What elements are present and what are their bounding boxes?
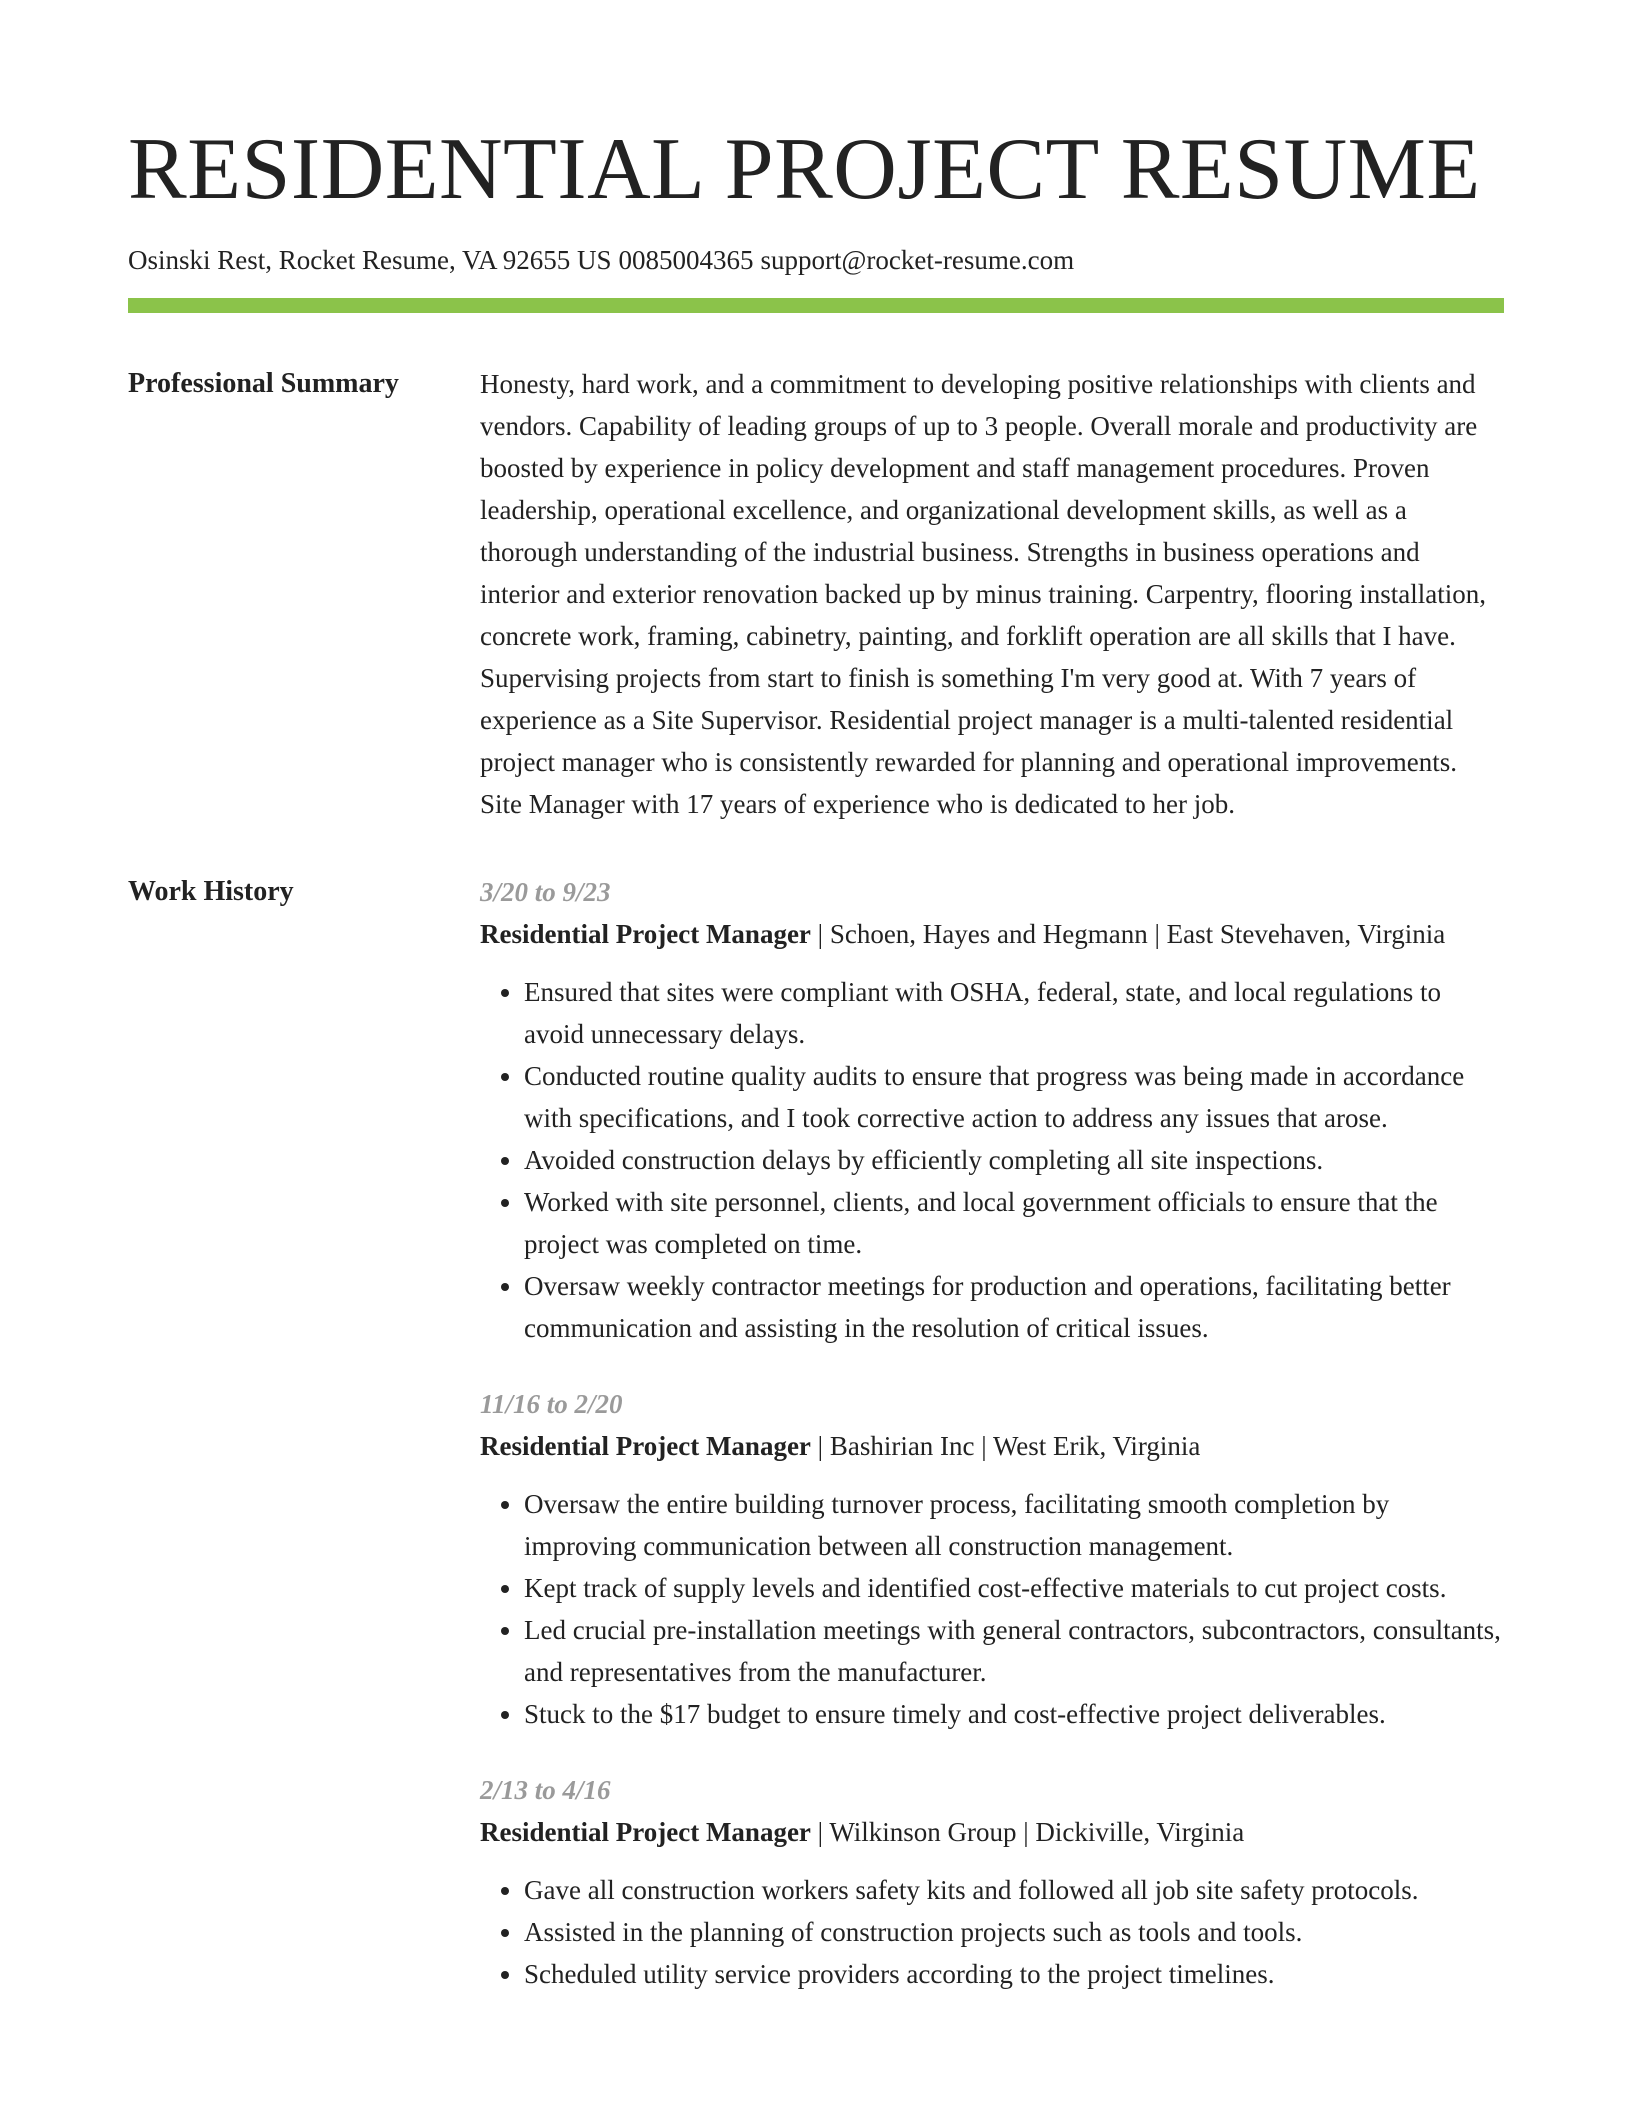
job-dates: 11/16 to 2/20 — [480, 1389, 623, 1419]
job-title-line — [480, 913, 1504, 955]
job-employer-location: | Bashirian Inc | West Erik, Virginia — [810, 1431, 1201, 1461]
job-bullet: • Assisted in the planning of construction projects such as tools and tools. — [524, 1911, 1504, 1953]
contact-line — [128, 242, 1504, 278]
job-bullet: • Kept track of supply levels and identified cost-effective materials to cut project costs. — [524, 1567, 1504, 1609]
contact-phone: 0085004365 — [618, 245, 754, 275]
contact-email: support@rocket-resume.com — [760, 245, 1075, 275]
job-employer-location: | Wilkinson Group | Dickiville, Virginia — [810, 1817, 1245, 1847]
job-title: Residential Project Manager — [480, 1431, 811, 1461]
job-bullet: • Oversaw the entire building turnover process, facilitating smooth completion by improving communication between all construction management. — [524, 1483, 1504, 1567]
job-entry — [480, 1383, 1504, 1735]
job-dates: 2/13 to 4/16 — [480, 1775, 611, 1805]
job-bullet: • Worked with site personnel, clients, and local government officials to ensure that the project was completed on time. — [524, 1181, 1504, 1265]
accent-divider — [128, 298, 1504, 313]
job-dates: 3/20 to 9/23 — [480, 877, 611, 907]
job-title-line — [480, 1811, 1504, 1853]
contact-address: Osinski Rest, Rocket Resume, VA 92655 US — [128, 245, 612, 275]
job-title: Residential Project Manager — [480, 919, 811, 949]
job-entry — [480, 1769, 1504, 1995]
job-bullet-list — [480, 1483, 1504, 1735]
work-history-body — [480, 871, 1504, 1995]
job-employer-location: | Schoen, Hayes and Hegmann | East Stevehaven, Virginia — [810, 919, 1446, 949]
job-bullet: • Conducted routine quality audits to ensure that progress was being made in accordance with specifications, and I took corrective action to address any issues that arose. — [524, 1055, 1504, 1139]
job-title: Residential Project Manager — [480, 1817, 811, 1847]
resume-title: RESIDENTIAL PROJECT RESUME — [128, 121, 1481, 218]
summary-body — [480, 363, 1504, 825]
job-bullet: • Scheduled utility service providers according to the project timelines. — [524, 1953, 1504, 1995]
section-heading-summary: Professional Summary — [128, 368, 399, 399]
section-heading-work-history: Work History — [128, 876, 294, 907]
summary-text: Honesty, hard work, and a commitment to developing positive relationships with clients and vendors. Capability of leading groups of up to 3 people. Overall morale and productivity are boosted by experience in policy development and staff management procedures. Proven leadership, operational excellence, and organizational development skills, as well as a thorough understanding of the industrial business. Strengths in business operations and interior and exterior renovation backed up by minus training. Carpentry, flooring installation, concrete work, framing, cabinetry, painting, and forklift operation are all skills that I have. Supervising projects from start to finish is something I'm very good at. With 7 years of experience as a Site Supervisor. Residential project manager is a multi-talented residential project manager who is consistently rewarded for planning and operational improvements. Site Manager with 17 years of experience who is dedicated to her job. — [480, 369, 1486, 819]
professional-summary-section — [128, 363, 1504, 825]
job-bullet: • Gave all construction workers safety kits and followed all job site safety protocols. — [524, 1869, 1504, 1911]
work-history-section — [128, 871, 1504, 1995]
job-bullet: • Led crucial pre-installation meetings with general contractors, subcontractors, consultants, and representatives from the manufacturer. — [524, 1609, 1504, 1693]
job-bullet-list — [480, 1869, 1504, 1995]
job-entry — [480, 871, 1504, 1349]
resume-page — [128, 0, 1504, 1995]
job-bullet: • Ensured that sites were compliant with OSHA, federal, state, and local regulations to avoid unnecessary delays. — [524, 971, 1504, 1055]
job-bullet: • Avoided construction delays by efficiently completing all site inspections. — [524, 1139, 1504, 1181]
job-bullet: • Stuck to the $17 budget to ensure timely and cost-effective project deliverables. — [524, 1693, 1504, 1735]
job-title-line — [480, 1425, 1504, 1467]
job-bullet-list — [480, 971, 1504, 1349]
job-bullet: • Oversaw weekly contractor meetings for production and operations, facilitating better communication and assisting in the resolution of critical issues. — [524, 1265, 1504, 1349]
